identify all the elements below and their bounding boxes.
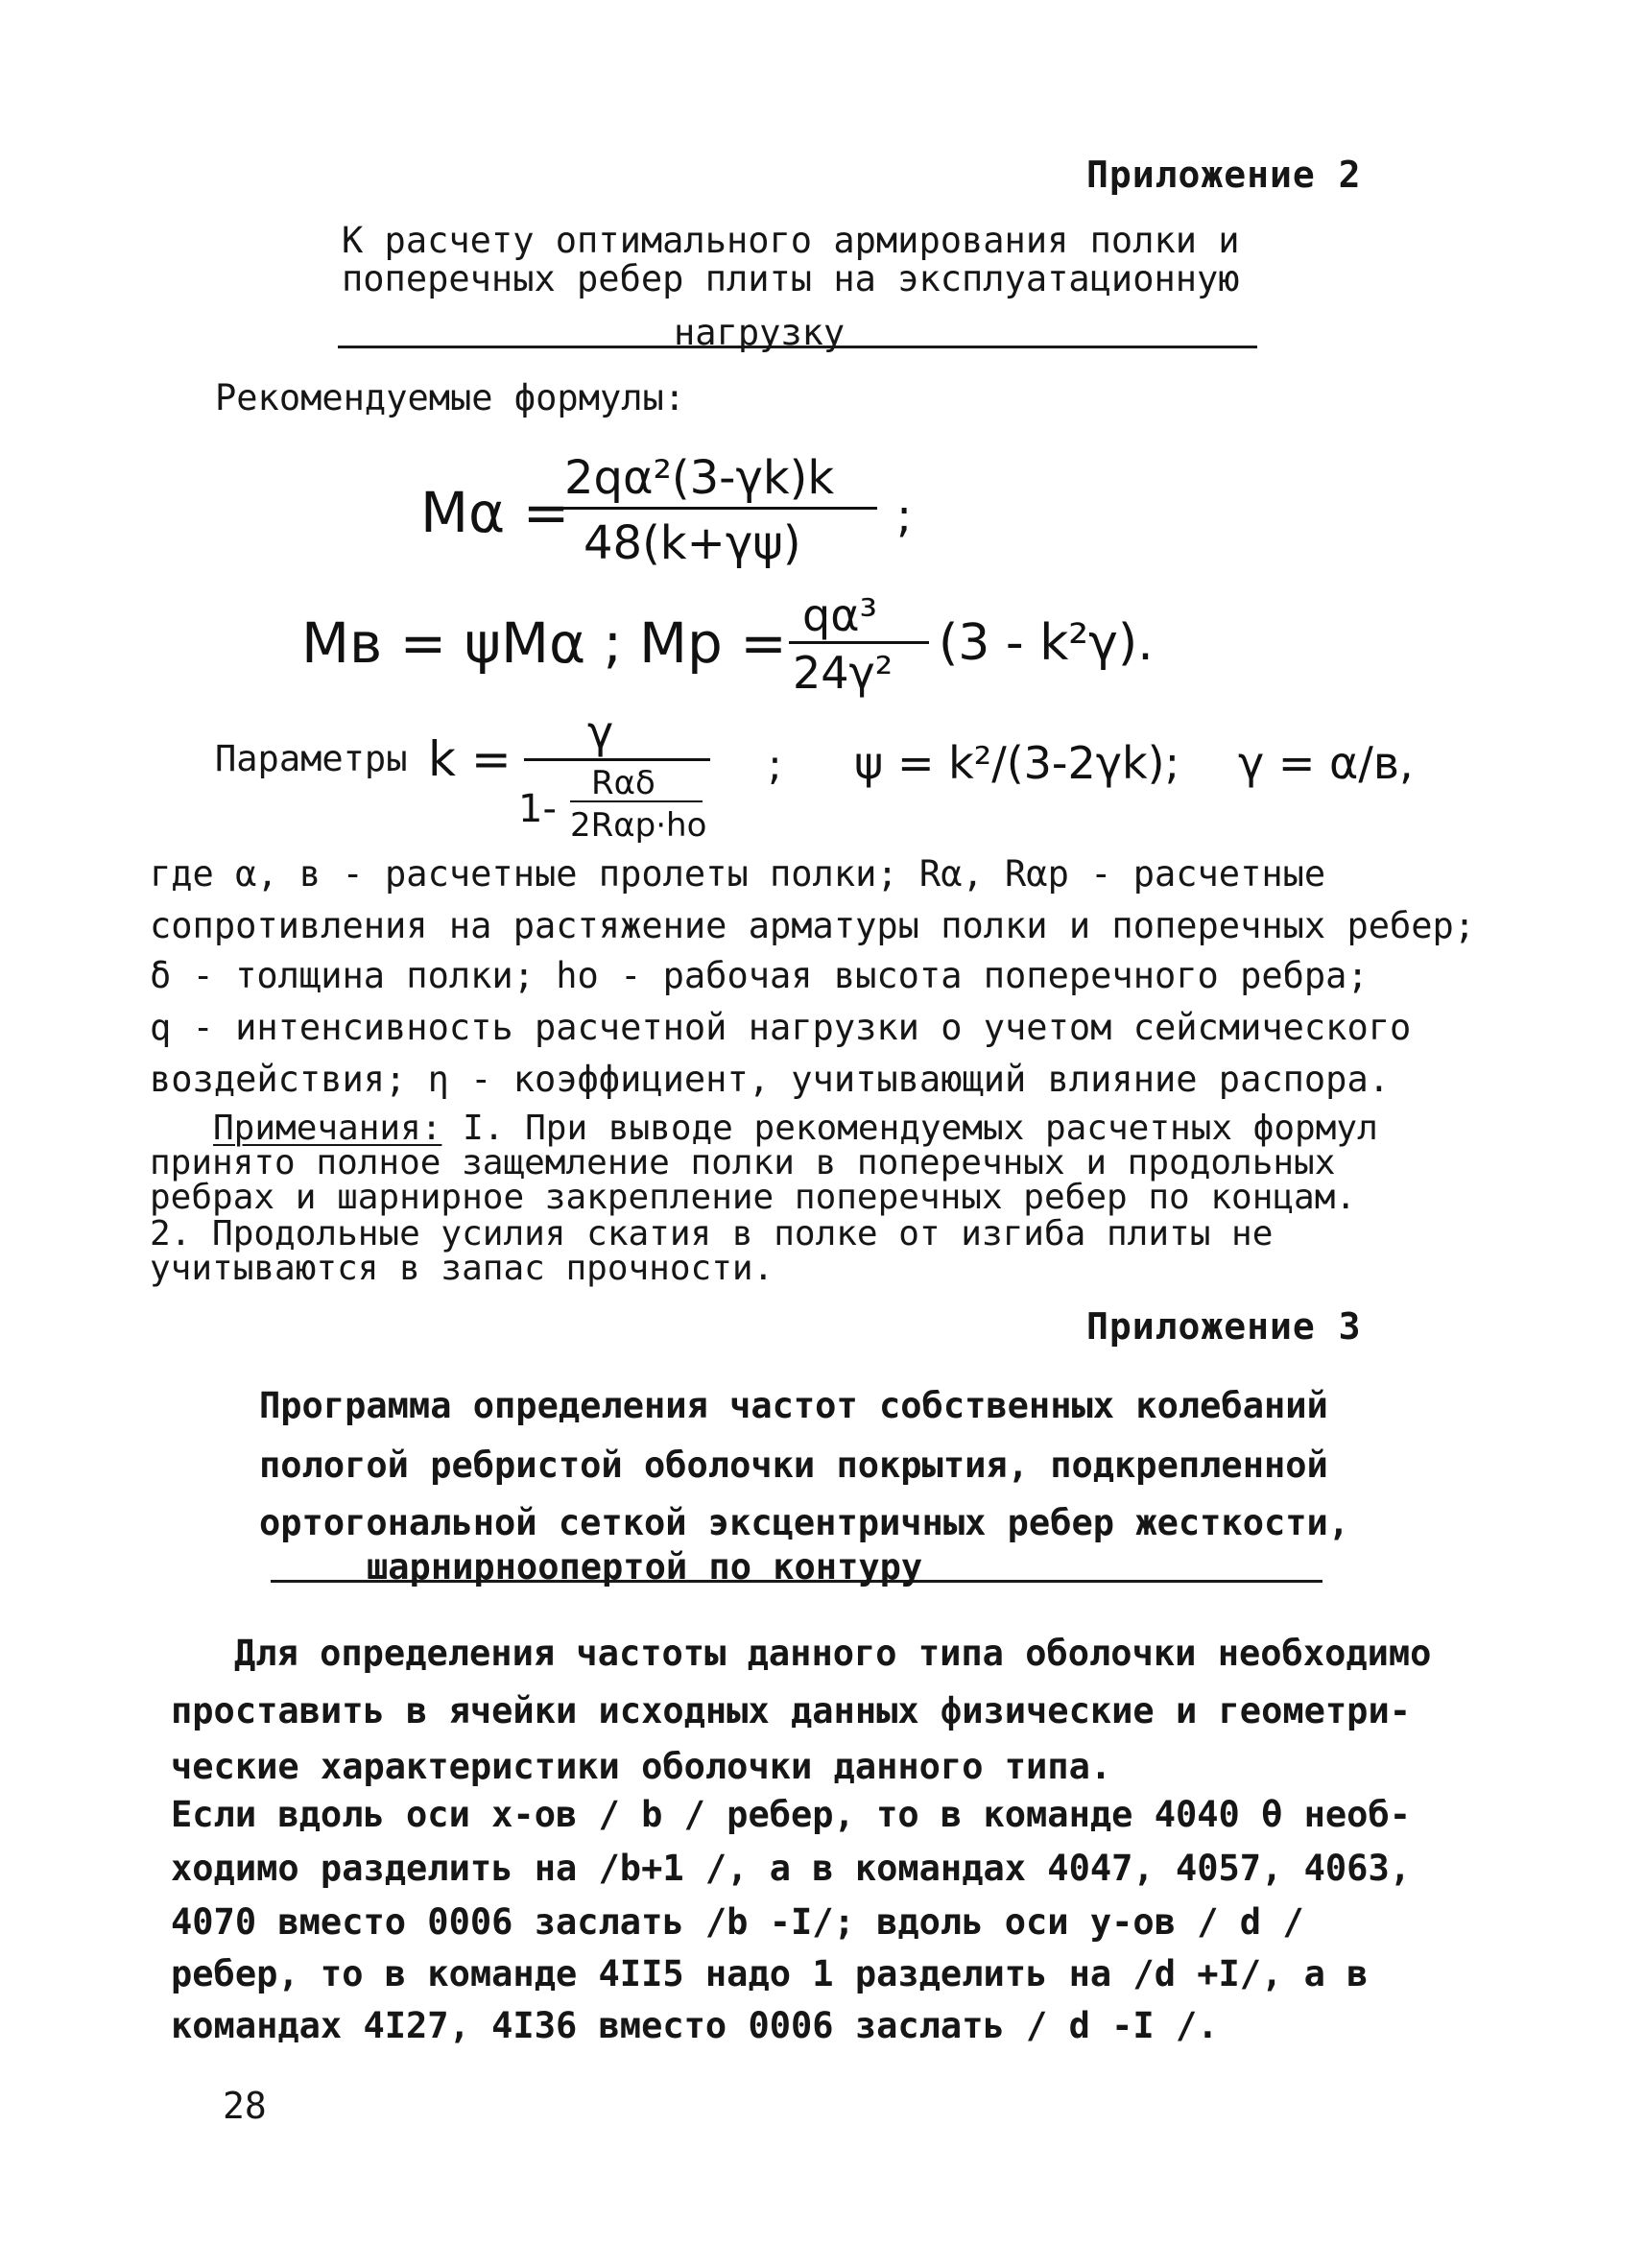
formula-gamma: γ = α/в, (1238, 737, 1414, 789)
definition-line-5: воздействия; η - коэффициент, учитывающий влияние распора. (150, 1059, 1391, 1100)
formula-mp-numerator: qα³ (802, 589, 877, 641)
notes-first-line (213, 1111, 1378, 1146)
formula-mb: Mв = ψMα ; (301, 610, 623, 676)
appendix-2-title-line-2: поперечных ребер плиты на эксплуатационную (342, 258, 1240, 299)
formula-mp-lhs: Mр = (639, 610, 787, 676)
formula-mp-tail: (3 - k²γ). (939, 614, 1154, 672)
formula-k-lhs: k = (428, 731, 512, 787)
formula-k-inner-numerator: Rαδ (591, 764, 655, 802)
parameters-label: Параметры (215, 738, 408, 779)
formula-ma-numerator: 2qα²(3-γk)k (564, 451, 835, 505)
formula-k-fraction-bar (524, 758, 710, 761)
appendix-3-title-underlined: шарнирноопертой по контуру (367, 1546, 923, 1588)
formula-k-numerator: γ (587, 706, 614, 758)
appendix-3-body-line-4: Если вдоль оси x-ов / b / ребер, то в команде 4040 θ необ- (171, 1794, 1412, 1835)
formula-mp-fraction-bar (789, 641, 929, 644)
formula-mp-denominator: 24γ² (793, 647, 893, 699)
notes-line-4: 2. Продольные усилия скатия в полке от изгиба плиты не (150, 1214, 1274, 1253)
appendix-3-title-line-3: ортогональной сеткой эксцентричных ребер жесткости, (259, 1502, 1350, 1543)
appendix-3-label: Приложение 3 (1086, 1305, 1362, 1348)
notes-line-3: ребрах и шарнирное закрепление поперечных ребер по концам. (150, 1178, 1357, 1217)
formula-k-denominator-prefix: 1- (518, 787, 557, 831)
appendix-3-body-line-7: ребер, то в команде 4II5 надо 1 разделить на /d +I/, а в (171, 1953, 1369, 1994)
appendix-3-body-line-1: Для определения частоты данного типа оболочки необходимо (234, 1633, 1432, 1674)
appendix-3-body-line-6: 4070 вместо 0006 заслать /b -I/; вдоль оси y-ов / d / (171, 1901, 1304, 1943)
formula-k-semicolon: ; (768, 741, 782, 790)
formula-k-inner-fraction-bar (570, 800, 703, 802)
notes-line-5: учитываются в запас прочности. (150, 1249, 774, 1288)
formula-ma-fraction-bar (559, 507, 877, 510)
appendix-3-body-line-5: ходимо разделить на /b+1 /, а в командах 4047, 4057, 4063, (171, 1848, 1412, 1889)
definition-line-2: сопротивления на растяжение арматуры полки и поперечных ребер; (150, 905, 1476, 946)
page-number: 28 (223, 2085, 267, 2127)
appendix-2-title-line-1: К расчету оптимального армирования полки и (342, 220, 1240, 261)
recommended-formulas-heading: Рекомендуемые формулы: (215, 377, 686, 418)
appendix-2-label: Приложение 2 (1086, 154, 1362, 196)
formula-ma-semicolon: ; (896, 489, 913, 543)
definition-line-4: q - интенсивность расчетной нагрузки о учетом сейсмического (150, 1007, 1412, 1048)
appendix-3-body-line-2: проставить в ячейки исходных данных физические и геометри- (171, 1690, 1412, 1731)
formula-ma-denominator: 48(k+γψ) (584, 516, 801, 570)
formula-psi: ψ = k²/(3-2γk); (854, 737, 1180, 789)
definition-line-1: где α, в - расчетные пролеты полки; Rα, Rαр - расчетные (150, 853, 1326, 895)
appendix-3-body-line-3: ческие характеристики оболочки данного типа. (171, 1746, 1112, 1787)
formula-k-inner-denominator: 2Rαр·hо (570, 806, 707, 845)
formula-ma-lhs: Mα = (420, 480, 570, 545)
appendix-2-title-underlined: нагрузку (674, 312, 846, 353)
appendix-3-title-line-2: пологой ребристой оболочки покрытия, подкрепленной (259, 1444, 1328, 1486)
notes-line-1: I. При выводе рекомендуемых расчетных формул (441, 1109, 1378, 1148)
notes-label: Примечания: (213, 1109, 442, 1148)
appendix-3-body-line-8: командах 4I27, 4I36 вместо 0006 заслать / d -I /. (171, 2005, 1219, 2046)
definition-line-3: δ - толщина полки; hо - рабочая высота поперечного ребра; (150, 955, 1369, 996)
appendix-3-title-line-1: Программа определения частот собственных колебаний (259, 1385, 1328, 1426)
notes-line-2: принято полное защемление полки в поперечных и продольных (150, 1143, 1336, 1182)
